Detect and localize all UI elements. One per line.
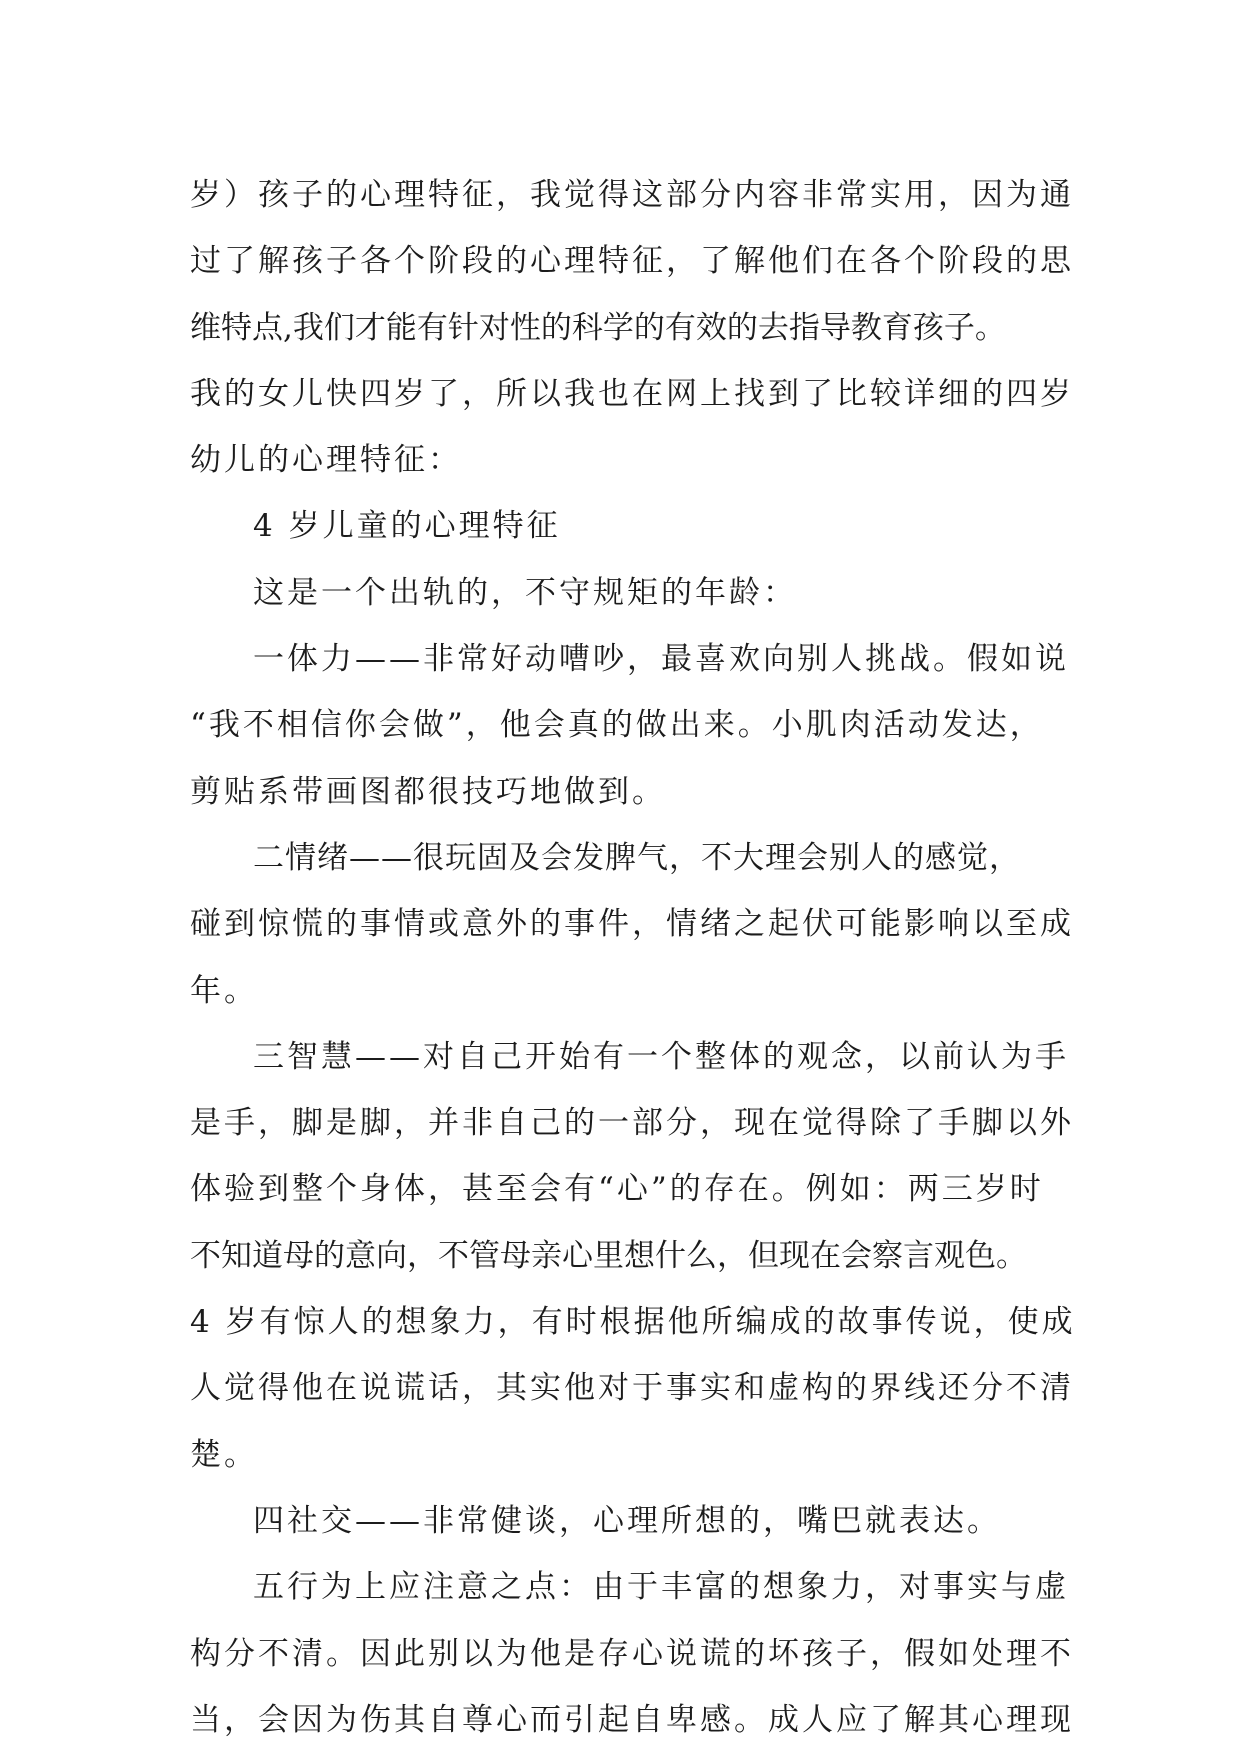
text-line: 年。 (190, 972, 258, 1009)
text-line: 过了解孩子各个阶段的心理特征，了解他们在各个阶段的思 (190, 243, 1074, 280)
document-body (190, 162, 1090, 1753)
text-line: 幼儿的心理特征： (190, 442, 462, 479)
text-line: 剪贴系带画图都很技巧地做到。 (190, 773, 666, 810)
text-line: 楚。 (190, 1436, 258, 1473)
text-line: 二情绪——很玩固及会发脾气，不大理会别人的感觉， (253, 839, 1021, 876)
text-line: 一体力——非常好动嘈吵，最喜欢向别人挑战。假如说 (253, 641, 1069, 678)
text-line: 构分不清。因此别以为他是存心说谎的坏孩子，假如处理不 (190, 1635, 1074, 1672)
text-line: 维特点,我们才能有针对性的科学的有效的去指导教育孩子。 (190, 309, 1006, 346)
text-line: 4 岁有惊人的想象力，有时根据他所编成的故事传说，使成 (190, 1304, 1076, 1341)
text-line: 体验到整个身体，甚至会有“心”的存在。例如：两三岁时 (190, 1171, 1044, 1208)
text-line: 是手，脚是脚，并非自己的一部分，现在觉得除了手脚以外 (190, 1105, 1074, 1142)
text-line: 人觉得他在说谎话，其实他对于事实和虚构的界线还分不清 (190, 1370, 1074, 1407)
text-line: 我的女儿快四岁了，所以我也在网上找到了比较详细的四岁 (190, 375, 1074, 412)
section-heading: 4 岁儿童的心理特征 (253, 508, 561, 545)
text-line: 不知道母的意向，不管母亲心里想什么，但现在会察言观色。 (190, 1237, 1027, 1274)
text-line: 这是一个出轨的，不守规矩的年龄： (253, 574, 797, 611)
text-line: 岁）孩子的心理特征，我觉得这部分内容非常实用，因为通 (190, 177, 1074, 213)
text-line: 碰到惊慌的事情或意外的事件，情绪之起伏可能影响以至成 (190, 906, 1074, 943)
text-line: “我不相信你会做”，他会真的做出来。小肌肉活动发达， (190, 707, 1044, 744)
text-line: 五行为上应注意之点：由于丰富的想象力，对事实与虚 (253, 1569, 1069, 1606)
text-line: 四社交——非常健谈，心理所想的，嘴巴就表达。 (253, 1502, 1001, 1539)
text-line: 当，会因为伤其自尊心而引起自卑感。成人应了解其心理现 (190, 1701, 1074, 1738)
text-line: 三智慧——对自己开始有一个整体的观念，以前认为手 (253, 1038, 1069, 1075)
